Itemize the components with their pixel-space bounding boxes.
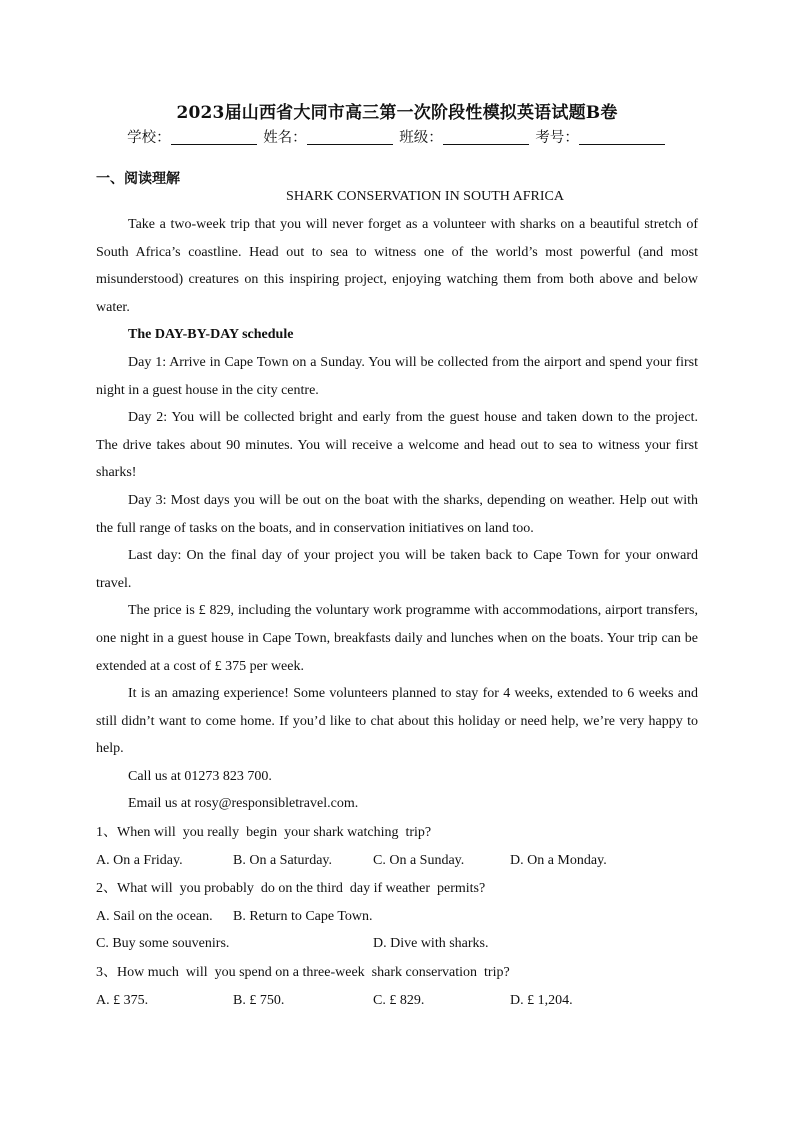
school-label: 学校： — [127, 130, 171, 146]
q1-option-d[interactable]: D. On a Monday. — [510, 852, 607, 868]
q1-option-c[interactable]: C. On a Sunday. — [373, 852, 465, 868]
schedule-heading: The DAY-BY-DAY schedule — [128, 327, 294, 343]
day3-paragraph: Day 3: Most days you will be out on the boat with the sharks, depending on weather. Help out with the full range of tasks on the boats, and in conservation initiatives on land too. — [96, 492, 698, 536]
q3-option-c[interactable]: C. £ 829. — [373, 992, 425, 1008]
q1-option-a[interactable]: A. On a Friday. — [96, 852, 183, 868]
student-info-line — [0, 126, 794, 147]
last-day-paragraph: Last day: On the final day of your project you will be taken back to Cape Town for your onward travel. — [96, 548, 698, 591]
question-3-options — [96, 987, 698, 1015]
name-label: 姓名： — [263, 130, 307, 146]
section-heading: 一、阅读理解 — [96, 171, 180, 187]
exam-number-blank[interactable] — [579, 130, 665, 145]
q2-option-d[interactable]: D. Dive with sharks. — [373, 936, 489, 952]
experience-paragraph: It is an amazing experience! Some volunteers planned to stay for 4 weeks, extended to 6 weeks and still didn’t want to come home. If you’d like to chat about this holiday or need help, we’re very happy to help. — [96, 686, 698, 757]
name-blank[interactable] — [307, 130, 393, 145]
article-body — [96, 211, 698, 1014]
q3-option-d[interactable]: D. £ 1,204. — [510, 992, 573, 1008]
q1-option-b[interactable]: B. On a Saturday. — [233, 852, 333, 868]
question-3-stem: 3、How much will you spend on a three-week shark conservation trip? — [96, 965, 510, 981]
email-line: Email us at rosy@responsibletravel.com. — [128, 796, 359, 812]
q2-option-c[interactable]: C. Buy some souvenirs. — [96, 936, 230, 952]
question-2-options-row1 — [96, 903, 698, 931]
day2-paragraph: Day 2: You will be collected bright and early from the guest house and taken down to the project. The drive takes about 90 minutes. You will receive a welcome and head out to sea to witness your first sharks! — [96, 410, 698, 481]
exam-number-label: 考号： — [535, 130, 579, 146]
q3-option-a[interactable]: A. £ 375. — [96, 992, 149, 1008]
page-title: 2023届山西省大同市高三第一次阶段性模拟英语试题B卷 — [176, 103, 618, 123]
q3-option-b[interactable]: B. £ 750. — [233, 992, 285, 1008]
question-2-stem: 2、What will you probably do on the third day if weather permits? — [96, 881, 486, 897]
class-blank[interactable] — [443, 130, 529, 145]
article-title: SHARK CONSERVATION IN SOUTH AFRICA — [286, 189, 564, 204]
intro-paragraph: Take a two-week trip that you will never forget as a volunteer with sharks on a beautiful stretch of South Africa’s coastline. Head out to sea to witness one of the world’s most powerful (and most misunderstood) creatures on this inspiring project, enjoying watching them from both above and below water. — [96, 217, 698, 315]
price-paragraph: The price is £ 829, including the voluntary work programme with accommodations, airport transfers, one night in a guest house in Cape Town, breakfasts daily and lunches when on the boats. Your trip can be extended at a cost of £ 375 per week. — [96, 603, 698, 674]
question-1-options — [96, 847, 698, 875]
question-1-stem: 1、When will you really begin your shark watching trip? — [96, 825, 432, 841]
q2-option-b[interactable]: B. Return to Cape Town. — [233, 908, 373, 924]
q2-option-a[interactable]: A. Sail on the ocean. — [96, 908, 213, 924]
day1-paragraph: Day 1: Arrive in Cape Town on a Sunday. You will be collected from the airport and spend your first night in a guest house in the city centre. — [96, 354, 698, 398]
question-2-options-row2 — [96, 930, 698, 958]
call-line: Call us at 01273 823 700. — [128, 768, 272, 784]
class-label: 班级： — [399, 130, 443, 146]
school-blank[interactable] — [171, 130, 257, 145]
